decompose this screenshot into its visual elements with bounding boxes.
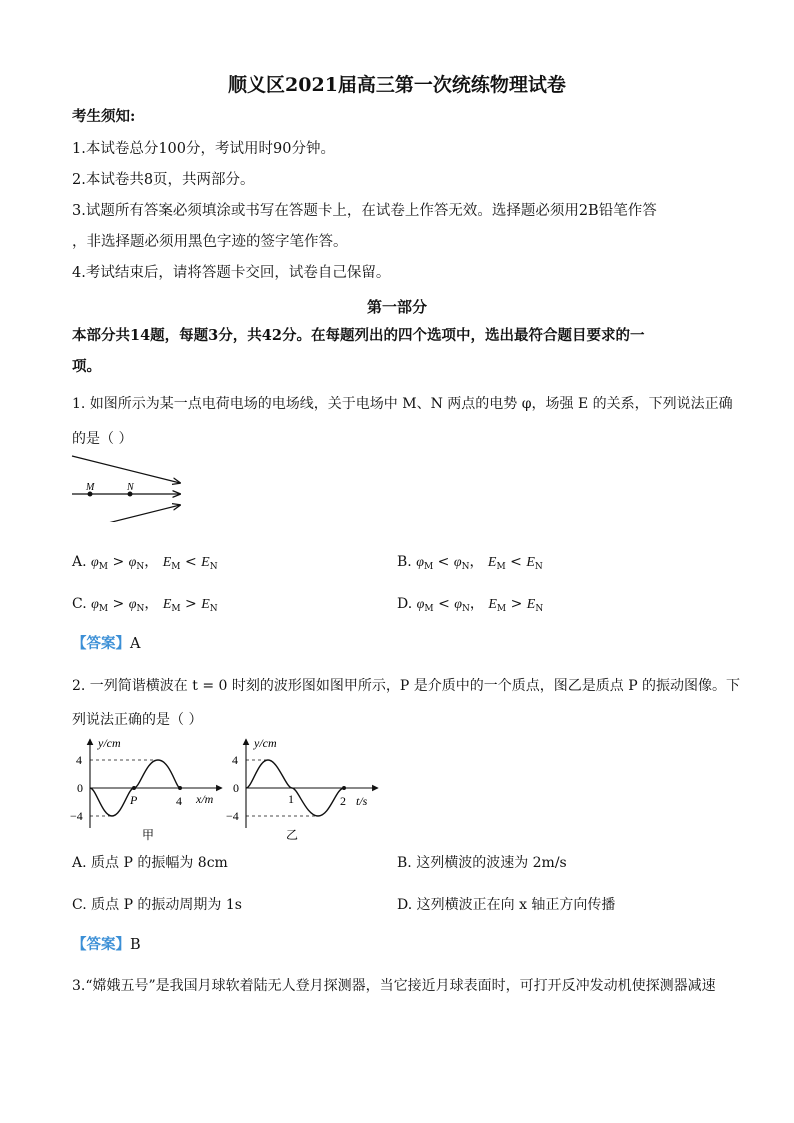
part-description-cont: 项。	[72, 358, 101, 375]
svg-text:4: 4	[232, 753, 238, 767]
question-1-option-a: A. $\varphi_M > \varphi_N$， $E_M < E_N$	[72, 554, 218, 572]
svg-text:−4: −4	[70, 809, 83, 823]
notice-item: 2.本试卷共8页，共两部分。	[72, 172, 255, 188]
x-label: t/s	[356, 794, 368, 808]
question-2-option-b: B. 这列横波的波速为 2m/s	[397, 855, 567, 871]
question-1-answer	[72, 634, 140, 654]
point-m-label: M	[86, 482, 95, 493]
svg-text:4: 4	[76, 753, 82, 767]
notice-item: 1.本试卷总分100分，考试用时90分钟。	[72, 141, 335, 157]
answer-value: B	[130, 937, 141, 953]
point-p	[132, 786, 136, 790]
wave-graph-jia	[70, 733, 230, 843]
question-2-answer	[72, 935, 141, 955]
x-label: x/m	[196, 792, 214, 806]
point-n-label: N	[127, 482, 134, 493]
svg-text:2: 2	[340, 794, 346, 808]
question-3-stem: 3.“嫦娥五号”是我国月球软着陆无人登月探测器，当它接近月球表面时，可打开反冲发动机使探测器减速	[72, 978, 716, 994]
question-1-option-c: C. $\varphi_M > \varphi_N$， $E_M > E_N$	[72, 596, 218, 614]
answer-label: 【答案】	[72, 936, 130, 953]
svg-text:0: 0	[77, 781, 83, 795]
y-label: y/cm	[254, 736, 277, 750]
svg-text:4: 4	[176, 794, 182, 808]
caption-jia: 甲	[142, 828, 155, 842]
question-2-option-c: C. 质点 P 的振动周期为 1s	[72, 897, 242, 913]
vibration-graph-yi	[226, 733, 386, 843]
notice-item: 3.试题所有答案必须填涂或书写在答题卡上，在试卷上作答无效。选择题必须用2B铅笔作答	[72, 203, 657, 219]
question-2-stem-cont: 列说法正确的是（ ）	[72, 712, 203, 728]
question-1-option-d: D. $\varphi_M < \varphi_N$， $E_M > E_N$	[397, 596, 544, 614]
p-label: P	[130, 793, 138, 807]
svg-text:1: 1	[288, 792, 294, 806]
question-1-option-b: B. $\varphi_M < \varphi_N$， $E_M < E_N$	[397, 554, 543, 572]
answer-label: 【答案】	[72, 635, 130, 652]
field-line-lower	[72, 505, 180, 522]
answer-value: A	[130, 636, 141, 652]
electric-field-figure	[66, 452, 191, 522]
question-1-stem: 1. 如图所示为某一点电荷电场的电场线，关于电场中 M、N 两点的电势 φ，场强 E 的关系，下列说法正确	[72, 396, 733, 412]
question-2-option-a: A. 质点 P 的振幅为 8cm	[72, 855, 228, 871]
question-1-stem-cont: 的是（ ）	[72, 431, 133, 447]
notice-item: 4.考试结束后，请将答题卡交回，试卷自己保留。	[72, 265, 391, 281]
svg-text:0: 0	[233, 781, 239, 795]
svg-text:−4: −4	[226, 809, 239, 823]
notice-heading: 考生须知:	[72, 108, 136, 125]
part-heading: 第一部分	[366, 298, 427, 316]
page-title: 顺义区2021届高三第一次统练物理试卷	[228, 74, 566, 96]
question-2-stem: 2. 一列简谐横波在 t = 0 时刻的波形图如图甲所示，P 是介质中的一个质点，图乙是质点 P 的振动图像。下	[72, 678, 741, 694]
y-label: y/cm	[98, 736, 121, 750]
part-description: 本部分共14题，每题3分，共42分。在每题列出的四个选项中，选出最符合题目要求的一	[72, 327, 645, 344]
notice-item: ，非选择题必须用黑色字迹的签字笔作答。	[72, 234, 348, 250]
field-line-upper	[72, 456, 180, 483]
caption-yi: 乙	[286, 828, 299, 842]
question-2-option-d: D. 这列横波正在向 x 轴正方向传播	[397, 897, 616, 913]
